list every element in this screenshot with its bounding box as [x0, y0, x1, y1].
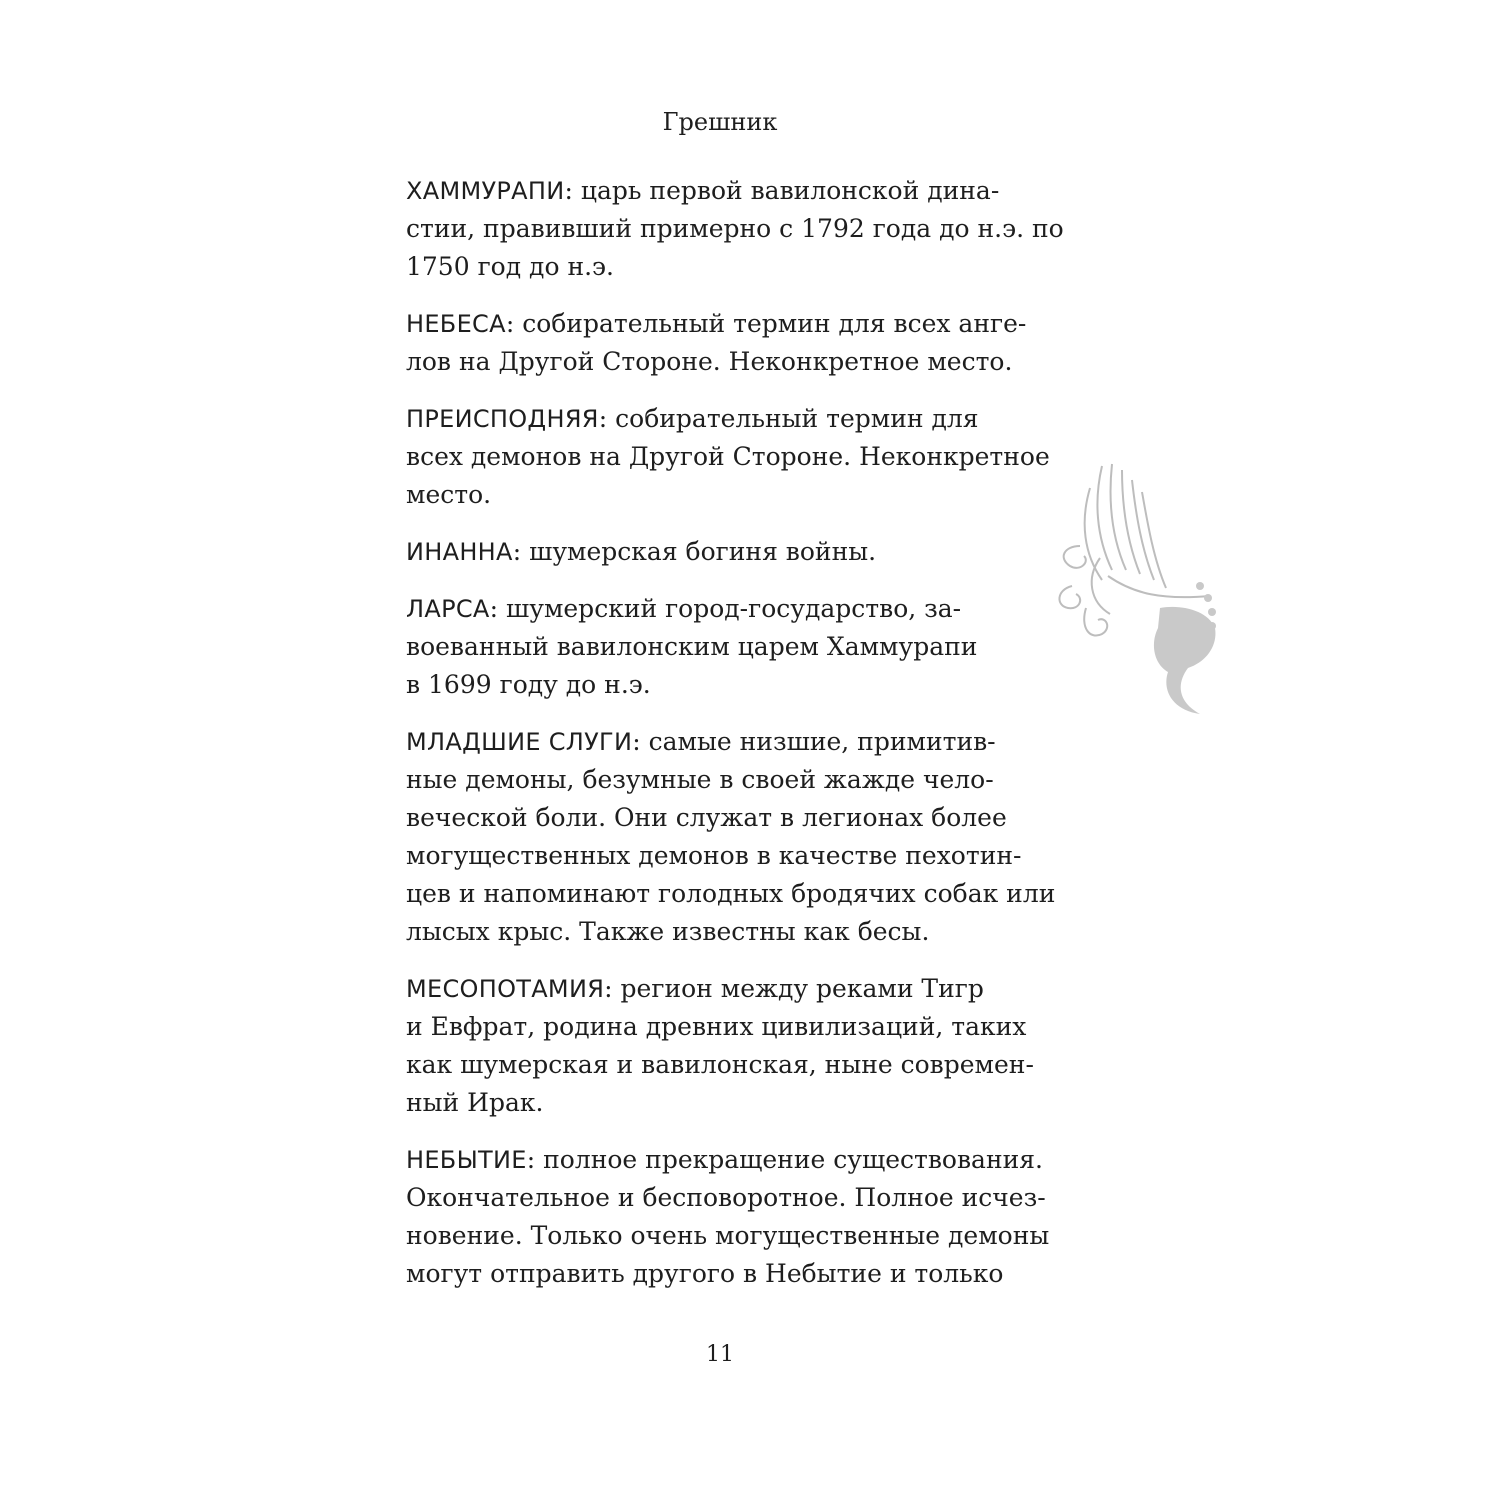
entry-line: [406, 1141, 1046, 1179]
glossary-term: ЛАРСА: [406, 595, 490, 623]
entry-line: воеванный вавилонским царем Хаммурапи: [406, 632, 978, 661]
entry-line: [406, 172, 1046, 210]
entry-text: : собирательный термин для: [598, 404, 979, 433]
glossary-entry-oblivion: [406, 1141, 1050, 1293]
entry-line: как шумерская и вавилонская, ныне современ-: [406, 1050, 1034, 1079]
entry-line: новение. Только очень могущественные демоны: [406, 1221, 1050, 1250]
glossary-term: ИНАННА: [406, 538, 513, 566]
glossary-term: ХАММУРАПИ: [406, 177, 565, 205]
entry-text: : шумерский город-государство, за-: [489, 594, 962, 623]
entry-text: : самые низшие, примитив-: [632, 727, 996, 756]
entry-line: [406, 970, 1046, 1008]
entry-line: в 1699 году до н.э.: [406, 670, 651, 699]
entry-line: Окончательное и бесповоротное. Полное исчез-: [406, 1183, 1046, 1212]
entry-line: место.: [406, 480, 492, 509]
glossary-entry-mesopotamia: [406, 970, 1046, 1122]
glossary-entry-hammurabi: [406, 172, 1064, 286]
glossary-term: НЕБЫТИЕ: [406, 1146, 527, 1174]
entry-line: и Евфрат, родина древних цивилизаций, таких: [406, 1012, 1027, 1041]
glossary-term: ПРЕИСПОДНЯЯ: [406, 405, 599, 433]
entry-line: [406, 533, 1046, 571]
entry-line: ные демоны, безумные в своей жажде чело-: [406, 765, 994, 794]
glossary-term: МЛАДШИЕ СЛУГИ: [406, 728, 633, 756]
entry-line: лов на Другой Стороне. Неконкретное место.: [406, 347, 1013, 376]
entry-text: : регион между реками Тигр: [604, 974, 984, 1003]
entry-text: : шумерская богиня войны.: [512, 537, 877, 566]
glossary-entry-heavens: [406, 305, 1046, 381]
entry-line: лысых крыс. Также известны как бесы.: [406, 917, 930, 946]
entry-line: [406, 305, 1046, 343]
glossary-entry-underworld: [406, 400, 1050, 514]
glossary-term: МЕСОПОТАМИЯ: [406, 975, 605, 1003]
wing-ornament-icon: [1050, 458, 1220, 718]
entry-line: [406, 723, 1046, 761]
entry-line: могущественных демонов в качестве пехотин-: [406, 841, 1022, 870]
entry-line: [406, 400, 1046, 438]
entry-line: стии, правивший примерно с 1792 года до н.э. по: [406, 214, 1064, 243]
glossary-text: [406, 172, 1064, 1312]
entry-text: : собирательный термин для всех анге-: [505, 309, 1027, 338]
glossary-term: НЕБЕСА: [406, 310, 506, 338]
entry-line: могут отправить другого в Небытие и только: [406, 1259, 1004, 1288]
glossary-entry-minor-servants: [406, 723, 1056, 951]
entry-line: цев и напоминают голодных бродячих собак или: [406, 879, 1056, 908]
entry-text: : царь первой вавилонской дина-: [564, 176, 1000, 205]
entry-line: всех демонов на Другой Стороне. Неконкретное: [406, 442, 1050, 471]
glossary-entry-inanna: [406, 533, 1046, 571]
entry-line: ный Ирак.: [406, 1088, 544, 1117]
entry-text: : полное прекращение существования.: [526, 1145, 1043, 1174]
entry-line: [406, 590, 1046, 628]
glossary-entry-larsa: [406, 590, 1046, 704]
entry-line: веческой боли. Они служат в легионах более: [406, 803, 1007, 832]
page-number: 11: [706, 1342, 734, 1367]
entry-line: 1750 год до н.э.: [406, 252, 615, 281]
running-head: Грешник: [662, 108, 778, 136]
